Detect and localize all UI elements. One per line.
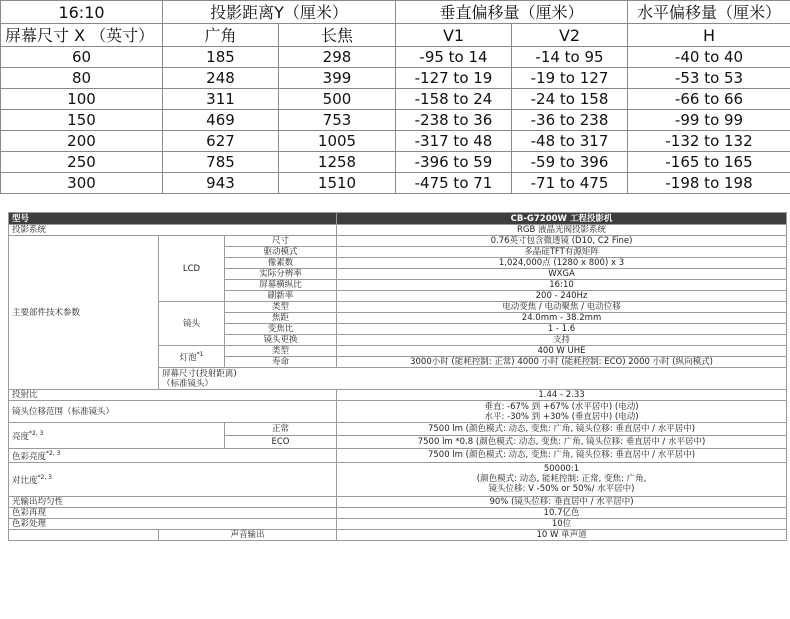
table-cell: -71 to 475: [512, 173, 628, 194]
table-cell: 311: [163, 89, 279, 110]
spec-value: 3000小时 (能耗控制: 正常) 4000 小时 (能耗控制: ECO) 2000 小时 (纵向模式): [337, 357, 787, 368]
spec-value: 16:10: [337, 280, 787, 291]
table-row: [9, 236, 787, 247]
table-row: [9, 225, 787, 236]
spec-value: 1,024,000点 (1280 x 800) x 3: [337, 258, 787, 269]
table-row: [9, 496, 787, 507]
spec-value: RGB 液晶光阀投影系统: [337, 225, 787, 236]
table-row: [9, 518, 787, 529]
table-cell: 753: [279, 110, 396, 131]
spec-value: 7500 lm (颜色模式: 动态, 变焦: 广角, 镜头位移: 垂直居中 / 水平居中): [337, 449, 787, 463]
spec-value: 90% (镜头位移: 垂直居中 / 水平居中): [337, 496, 787, 507]
spec-sublabel: 尺寸: [225, 236, 337, 247]
spec-sublabel: 驱动模式: [225, 247, 337, 258]
tele-header: 长焦: [279, 24, 396, 47]
table-cell: 298: [279, 47, 396, 68]
table-cell: 250: [1, 152, 163, 173]
table-row: [1, 47, 790, 68]
spec-sublabel: 正常: [225, 423, 337, 436]
table-cell: -238 to 36: [396, 110, 512, 131]
table-row: [1, 89, 790, 110]
table-subheader-row: [1, 24, 790, 47]
lamp-label: 灯泡$^{*1}$: [159, 346, 225, 368]
table-cell: -99 to 99: [628, 110, 790, 131]
h-header: H: [628, 24, 790, 47]
table-cell: -19 to 127: [512, 68, 628, 89]
table-cell: -59 to 396: [512, 152, 628, 173]
contrast-value: 50000:1 (颜色模式: 动态, 能耗控制: 正常, 变焦: 广角, 镜头位移: V -50% or 50%/ 水平居中): [337, 462, 787, 496]
table-cell: 399: [279, 68, 396, 89]
spec-value: 1 - 1.6: [337, 324, 787, 335]
table-cell: -165 to 165: [628, 152, 790, 173]
v1-header: V1: [396, 24, 512, 47]
table-cell: -127 to 19: [396, 68, 512, 89]
table-cell: 150: [1, 110, 163, 131]
table-cell: 1005: [279, 131, 396, 152]
table-cell: 500: [279, 89, 396, 110]
table-cell: 1510: [279, 173, 396, 194]
table-row: [9, 390, 787, 401]
table-cell: 943: [163, 173, 279, 194]
table-row: [1, 173, 790, 194]
spec-sublabel: 刷新率: [225, 291, 337, 302]
table-cell: -14 to 95: [512, 47, 628, 68]
spec-value: 7500 lm (颜色模式: 动态, 变焦: 广角, 镜头位移: 垂直居中 / 水平居中): [337, 423, 787, 436]
spec-value: WXGA: [337, 269, 787, 280]
table-cell: 627: [163, 131, 279, 152]
wide-header: 广角: [163, 24, 279, 47]
spec-label: 投影系统: [9, 225, 337, 236]
table-cell: -36 to 238: [512, 110, 628, 131]
table-cell: 248: [163, 68, 279, 89]
table-cell: -53 to 53: [628, 68, 790, 89]
spec-sublabel: 变焦比: [225, 324, 337, 335]
lens-shift-label: 镜头位移范围（标准镜头）: [9, 401, 337, 423]
spec-sublabel: ECO: [225, 436, 337, 449]
table-row: [1, 110, 790, 131]
spec-value: 10.7亿色: [337, 507, 787, 518]
table-cell: -132 to 132: [628, 131, 790, 152]
table-cell: -95 to 14: [396, 47, 512, 68]
spec-sublabel: 镜头更换: [225, 335, 337, 346]
table-row: [9, 401, 787, 423]
spec-value: 24.0mm - 38.2mm: [337, 313, 787, 324]
table-cell: -66 to 66: [628, 89, 790, 110]
table-row: [9, 449, 787, 463]
spec-empty-cell: [9, 529, 159, 540]
spec-value: 0.76英寸包含微透镜 (D10, C2 Fine): [337, 236, 787, 247]
spec-value: 400 W UHE: [337, 346, 787, 357]
spec-sublabel: 实际分辨率: [225, 269, 337, 280]
table-row: [1, 131, 790, 152]
spec-sublabel: 屏幕横纵比: [225, 280, 337, 291]
contrast-label: 对比度$^{*2, 3}$: [9, 462, 337, 496]
table-row: [1, 152, 790, 173]
table-row: [9, 423, 787, 436]
spec-value: 1.44 - 2.33: [337, 390, 787, 401]
brightness-label: 亮度$^{*2, 3}$: [9, 423, 225, 449]
table-cell: 785: [163, 152, 279, 173]
lcd-label: LCD: [159, 236, 225, 302]
table-cell: 60: [1, 47, 163, 68]
spec-label: 光输出均匀性: [9, 496, 337, 507]
screen-size-label: 屏幕尺寸(投射距离) （标准镜头）: [159, 368, 787, 390]
spec-sublabel: 像素数: [225, 258, 337, 269]
table-cell: -24 to 158: [512, 89, 628, 110]
model-value: CB-G7200W 工程投影机: [337, 213, 787, 225]
table-cell: 100: [1, 89, 163, 110]
table-row: [9, 507, 787, 518]
table-cell: -158 to 24: [396, 89, 512, 110]
spec-sublabel: 焦距: [225, 313, 337, 324]
spec-sublabel: 类型: [225, 302, 337, 313]
table-cell: 185: [163, 47, 279, 68]
spec-label: 色彩处理: [9, 518, 337, 529]
projection-distance-table: [0, 0, 790, 194]
throw-distance-header: 投影距离Y（厘米）: [163, 1, 396, 24]
table-cell: 80: [1, 68, 163, 89]
main-parts-label: 主要部件技术参数: [9, 236, 159, 390]
spec-value: 7500 lm *0.8 (颜色模式: 动态, 变焦: 广角, 镜头位移: 垂直居中 / 水平居中): [337, 436, 787, 449]
table-cell: -317 to 48: [396, 131, 512, 152]
spec-value: 10 W 单声道: [337, 529, 787, 540]
v2-header: V2: [512, 24, 628, 47]
model-label: 型号: [9, 213, 337, 225]
spec-label: 投射比: [9, 390, 337, 401]
spec-table: [8, 212, 787, 541]
aspect-ratio-header: 16:10: [1, 1, 163, 24]
spec-value: 200 - 240Hz: [337, 291, 787, 302]
table-cell: 200: [1, 131, 163, 152]
table-cell: -396 to 59: [396, 152, 512, 173]
table-cell: 469: [163, 110, 279, 131]
spec-value: 支持: [337, 335, 787, 346]
color-brightness-label: 色彩亮度$^{*2, 3}$: [9, 449, 337, 463]
table-cell: -475 to 71: [396, 173, 512, 194]
spec-value: 多晶硅TFT有源矩阵: [337, 247, 787, 258]
table-row: [1, 68, 790, 89]
spec-value: 电动变焦 / 电动聚焦 / 电动位移: [337, 302, 787, 313]
table-row: [9, 529, 787, 540]
table-cell: 300: [1, 173, 163, 194]
horizontal-offset-header: 水平偏移量（厘米）: [628, 1, 790, 24]
lens-label: 镜头: [159, 302, 225, 346]
screen-size-header: 屏幕尺寸 X （英寸）: [1, 24, 163, 47]
table-header-row: [1, 1, 790, 24]
table-cell: -40 to 40: [628, 47, 790, 68]
table-cell: 1258: [279, 152, 396, 173]
spec-label: 色彩再现: [9, 507, 337, 518]
table-cell: -198 to 198: [628, 173, 790, 194]
spec-sublabel: 声音输出: [159, 529, 337, 540]
table-cell: -48 to 317: [512, 131, 628, 152]
spec-value: 10位: [337, 518, 787, 529]
vertical-offset-header: 垂直偏移量（厘米）: [396, 1, 628, 24]
spec-header-row: [9, 213, 787, 225]
table-row: [9, 462, 787, 496]
lens-shift-value: 垂直: -67% 到 +67% (水平居中) (电动) 水平: -30% 到 +30% (垂直居中) (电动): [337, 401, 787, 423]
spec-sublabel: 寿命: [225, 357, 337, 368]
spec-sublabel: 类型: [225, 346, 337, 357]
